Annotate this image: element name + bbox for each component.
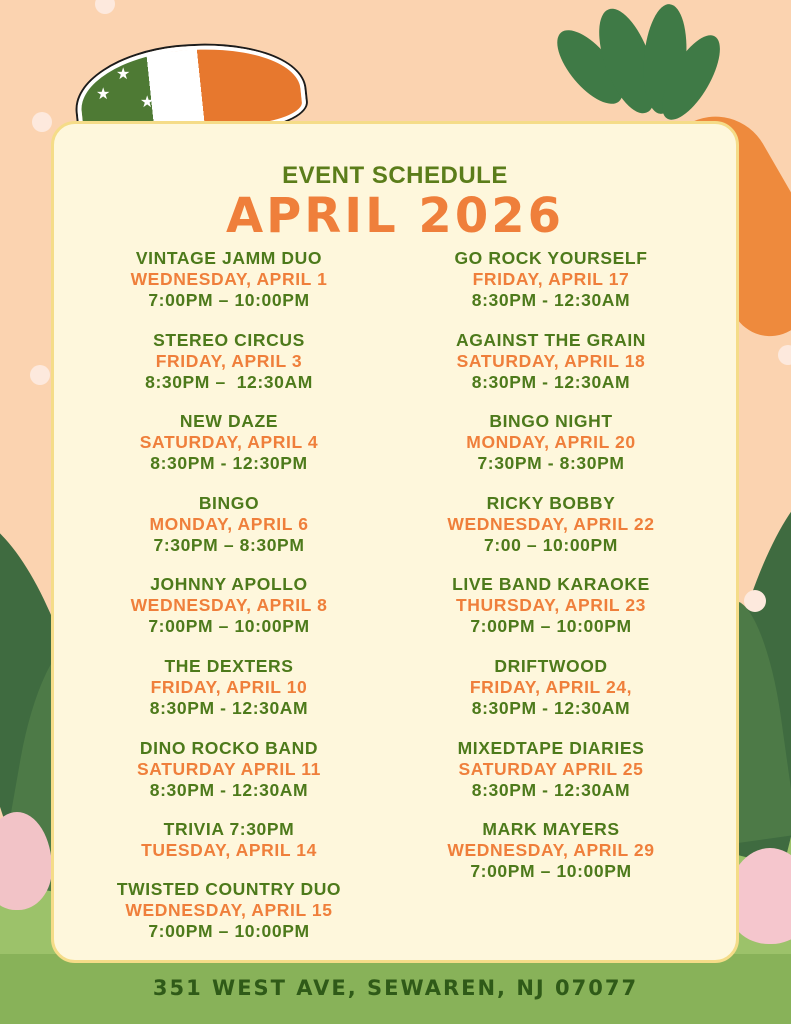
- event-time: 7:00PM – 10:00PM: [148, 921, 310, 942]
- event-date: TUESDAY, APRIL 14: [141, 840, 317, 861]
- event-time: 7:30PM – 8:30PM: [153, 534, 305, 555]
- event-time: 8:30PM - 12:30AM: [471, 371, 631, 392]
- month-title: APRIL 2026: [225, 188, 565, 244]
- event-name: MARK MAYERS: [482, 819, 620, 840]
- event-item: [386, 656, 716, 738]
- event-time: 8:30PM - 12:30PM: [150, 453, 308, 474]
- event-column-left: [64, 248, 394, 961]
- event-name: THE DEXTERS: [164, 655, 294, 676]
- event-item: [386, 574, 716, 656]
- event-name: BINGO NIGHT: [489, 411, 613, 432]
- event-time: 8:30PM – 12:30AM: [145, 371, 313, 392]
- event-name: JOHNNY APOLLO: [150, 574, 308, 595]
- event-date: SATURDAY APRIL 11: [137, 758, 321, 779]
- event-time: 8:30PM - 12:30AM: [149, 779, 309, 800]
- event-item: [64, 819, 394, 879]
- event-item: [64, 738, 394, 820]
- event-item: [386, 248, 716, 330]
- event-time: 7:00 – 10:00PM: [484, 534, 618, 555]
- event-name: DRIFTWOOD: [494, 655, 608, 676]
- event-date: WEDNESDAY, APRIL 8: [130, 595, 328, 616]
- event-date: SATURDAY, APRIL 4: [139, 432, 319, 453]
- dot-decoration: [30, 365, 50, 385]
- star-icon: ★: [140, 92, 155, 111]
- event-date: MONDAY, APRIL 20: [466, 432, 636, 453]
- event-date: WEDNESDAY, APRIL 1: [130, 269, 328, 289]
- event-item: [64, 248, 394, 330]
- event-date: WEDNESDAY, APRIL 22: [447, 513, 655, 534]
- event-date: FRIDAY, APRIL 3: [155, 350, 303, 371]
- event-date: WEDNESDAY, APRIL 29: [447, 840, 655, 861]
- event-time: 7:30PM - 8:30PM: [477, 453, 625, 474]
- event-name: RICKY BOBBY: [486, 492, 616, 513]
- star-icon: ★: [96, 84, 111, 103]
- event-name: AGAINST THE GRAIN: [455, 329, 647, 350]
- event-item: [386, 738, 716, 820]
- venue-address: 351 WEST AVE, SEWAREN, NJ 07077: [152, 976, 639, 1000]
- event-item: [386, 411, 716, 493]
- star-icon: ★: [116, 64, 131, 83]
- event-time: 7:00PM – 10:00PM: [470, 861, 632, 882]
- dot-decoration: [744, 590, 766, 612]
- event-item: [64, 330, 394, 412]
- event-name: LIVE BAND KARAOKE: [452, 574, 650, 595]
- event-name: TRIVIA 7:30PM: [163, 819, 295, 840]
- event-date: MONDAY, APRIL 6: [149, 513, 309, 534]
- event-item: [386, 819, 716, 901]
- dot-decoration: [32, 112, 52, 132]
- dot-decoration: [95, 0, 115, 14]
- event-name: MIXEDTAPE DIARIES: [457, 737, 645, 758]
- event-time: 8:30PM - 12:30AM: [471, 697, 631, 718]
- schedule-card: [51, 121, 739, 963]
- event-date: FRIDAY, APRIL 17: [472, 269, 630, 289]
- event-column-right: [386, 248, 716, 901]
- event-date: FRIDAY, APRIL 10: [150, 676, 308, 697]
- event-item: [64, 411, 394, 493]
- event-name: VINTAGE JAMM DUO: [135, 248, 323, 268]
- event-name: DINO ROCKO BAND: [139, 737, 319, 758]
- event-name: NEW DAZE: [179, 411, 279, 432]
- event-item: [64, 493, 394, 575]
- event-date: WEDNESDAY, APRIL 15: [125, 900, 333, 921]
- event-date: SATURDAY APRIL 25: [458, 758, 644, 779]
- event-item: [64, 879, 394, 961]
- event-item: [386, 493, 716, 575]
- event-time: 7:00PM – 10:00PM: [148, 616, 310, 637]
- event-name: BINGO: [198, 492, 260, 513]
- event-date: SATURDAY, APRIL 18: [456, 350, 646, 371]
- event-time: 7:00PM – 10:00PM: [148, 290, 310, 310]
- event-item: [64, 656, 394, 738]
- event-item: [64, 574, 394, 656]
- event-name: TWISTED COUNTRY DUO: [116, 879, 342, 900]
- event-item: [386, 330, 716, 412]
- dot-decoration: [778, 345, 791, 365]
- event-name: STEREO CIRCUS: [153, 329, 305, 350]
- event-time: 7:00PM – 10:00PM: [470, 616, 632, 637]
- event-date: FRIDAY, APRIL 24,: [469, 676, 633, 697]
- event-date: THURSDAY, APRIL 23: [455, 595, 647, 616]
- event-name: GO ROCK YOURSELF: [454, 248, 648, 268]
- event-time: 8:30PM - 12:30AM: [149, 697, 309, 718]
- event-time: 8:30PM - 12:30AM: [471, 290, 631, 310]
- event-time: 8:30PM - 12:30AM: [471, 779, 631, 800]
- schedule-label: EVENT SCHEDULE: [282, 162, 508, 189]
